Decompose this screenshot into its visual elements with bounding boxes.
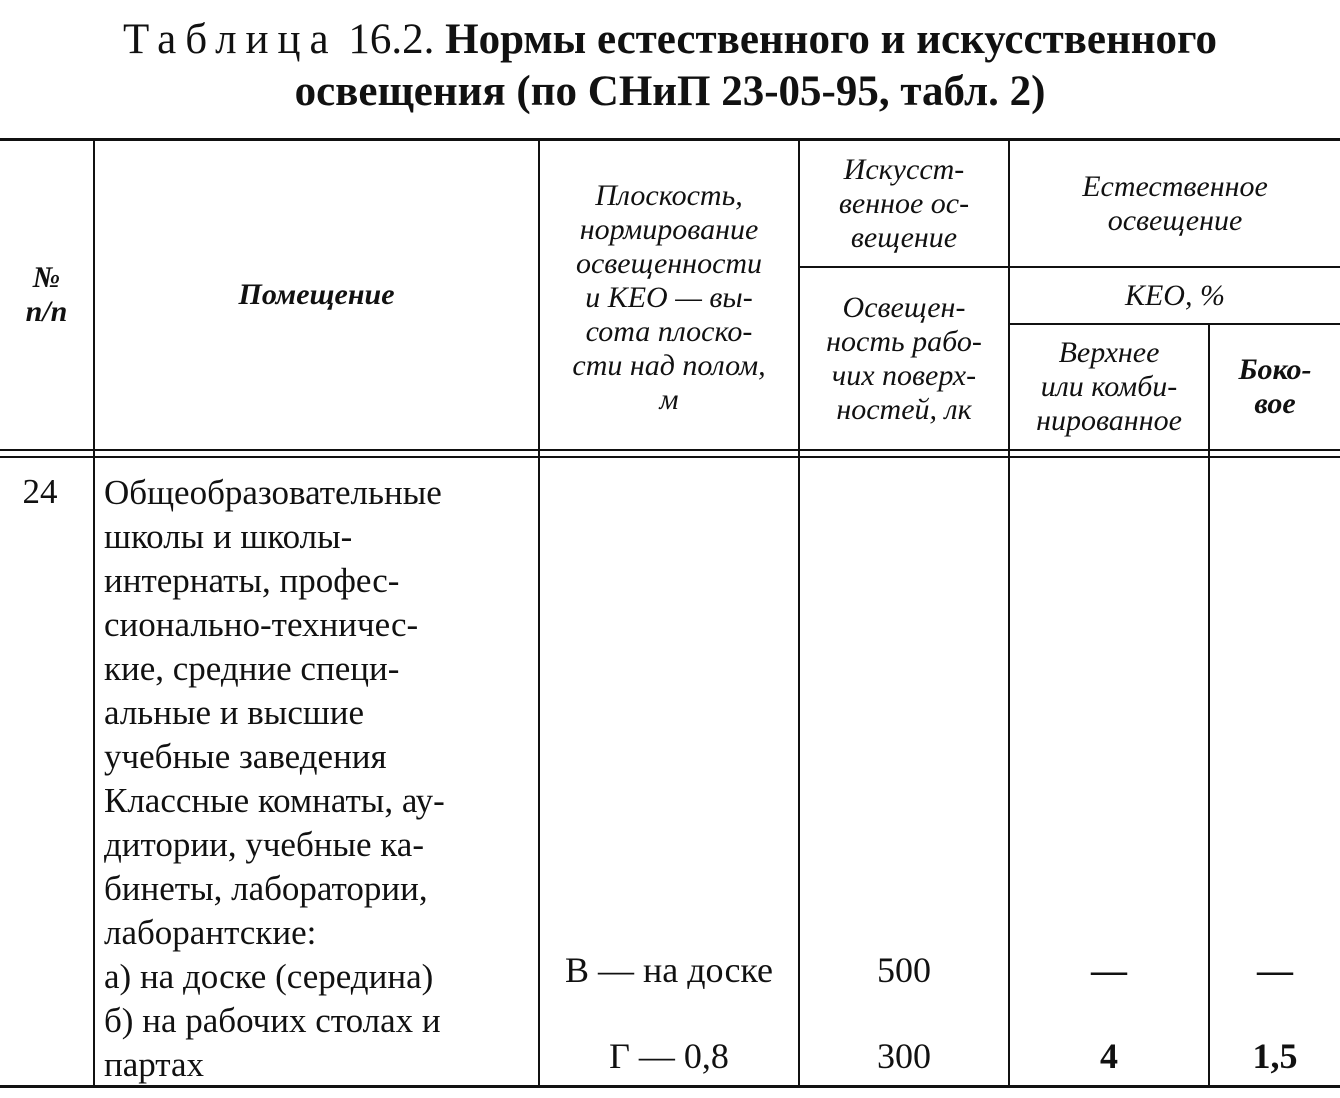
caption-text-line2: освещения (по СНиП 23-05-95, табл. 2): [294, 68, 1046, 115]
plane-value-a: В — на доске: [564, 950, 774, 990]
caption-number: 16.2.: [348, 16, 435, 63]
header-illuminance: Освещен- ность рабо- чих поверх- ностей, лк: [826, 290, 982, 426]
header-bottom-rule-2: [0, 456, 1340, 458]
header-num: № п/п: [25, 261, 68, 328]
caption-text-line1: Нормы естественного и искусственного: [445, 16, 1217, 63]
room-description: Общеобразовательные школы и школы- интернаты, профес- сионально-техничес- кие, средние специ- альные и высшие учебные заведения Классные комнаты, ау- дитории, учебные ка- бинеты, лаборатории, лаборантские: а) на доске (середина) б) на рабочих столах и партах: [104, 473, 445, 1084]
header-artificial: Искусст- венное ос- вещение: [838, 152, 970, 254]
header-natural: Естественное освещение: [1082, 169, 1268, 237]
header-side: Боко- вое: [1238, 353, 1312, 420]
plane-value-b: Г — 0,8: [609, 1036, 729, 1076]
header-keo: КЕО, %: [1125, 278, 1225, 312]
keo-top-value-a: —: [1091, 950, 1127, 990]
caption-label: Таблица: [122, 16, 338, 63]
lux-value-a: 500: [877, 950, 931, 990]
header-room: Помещение: [238, 278, 395, 311]
keo-top-value-b: 4: [1100, 1036, 1118, 1076]
header-plane: Плоскость, нормирование освещенности и КЕО — вы- сота плоско- сти над полом, м: [572, 179, 766, 416]
row-number: 24: [22, 472, 58, 511]
keo-side-value-b: 1,5: [1252, 1036, 1298, 1076]
header-top-combined: Верхнее или комби- нированное: [1036, 336, 1182, 437]
lux-value-b: 300: [877, 1036, 931, 1076]
keo-side-value-a: —: [1257, 950, 1293, 990]
header-bottom-rule-1: [0, 449, 1340, 451]
table-caption: [0, 14, 1340, 118]
